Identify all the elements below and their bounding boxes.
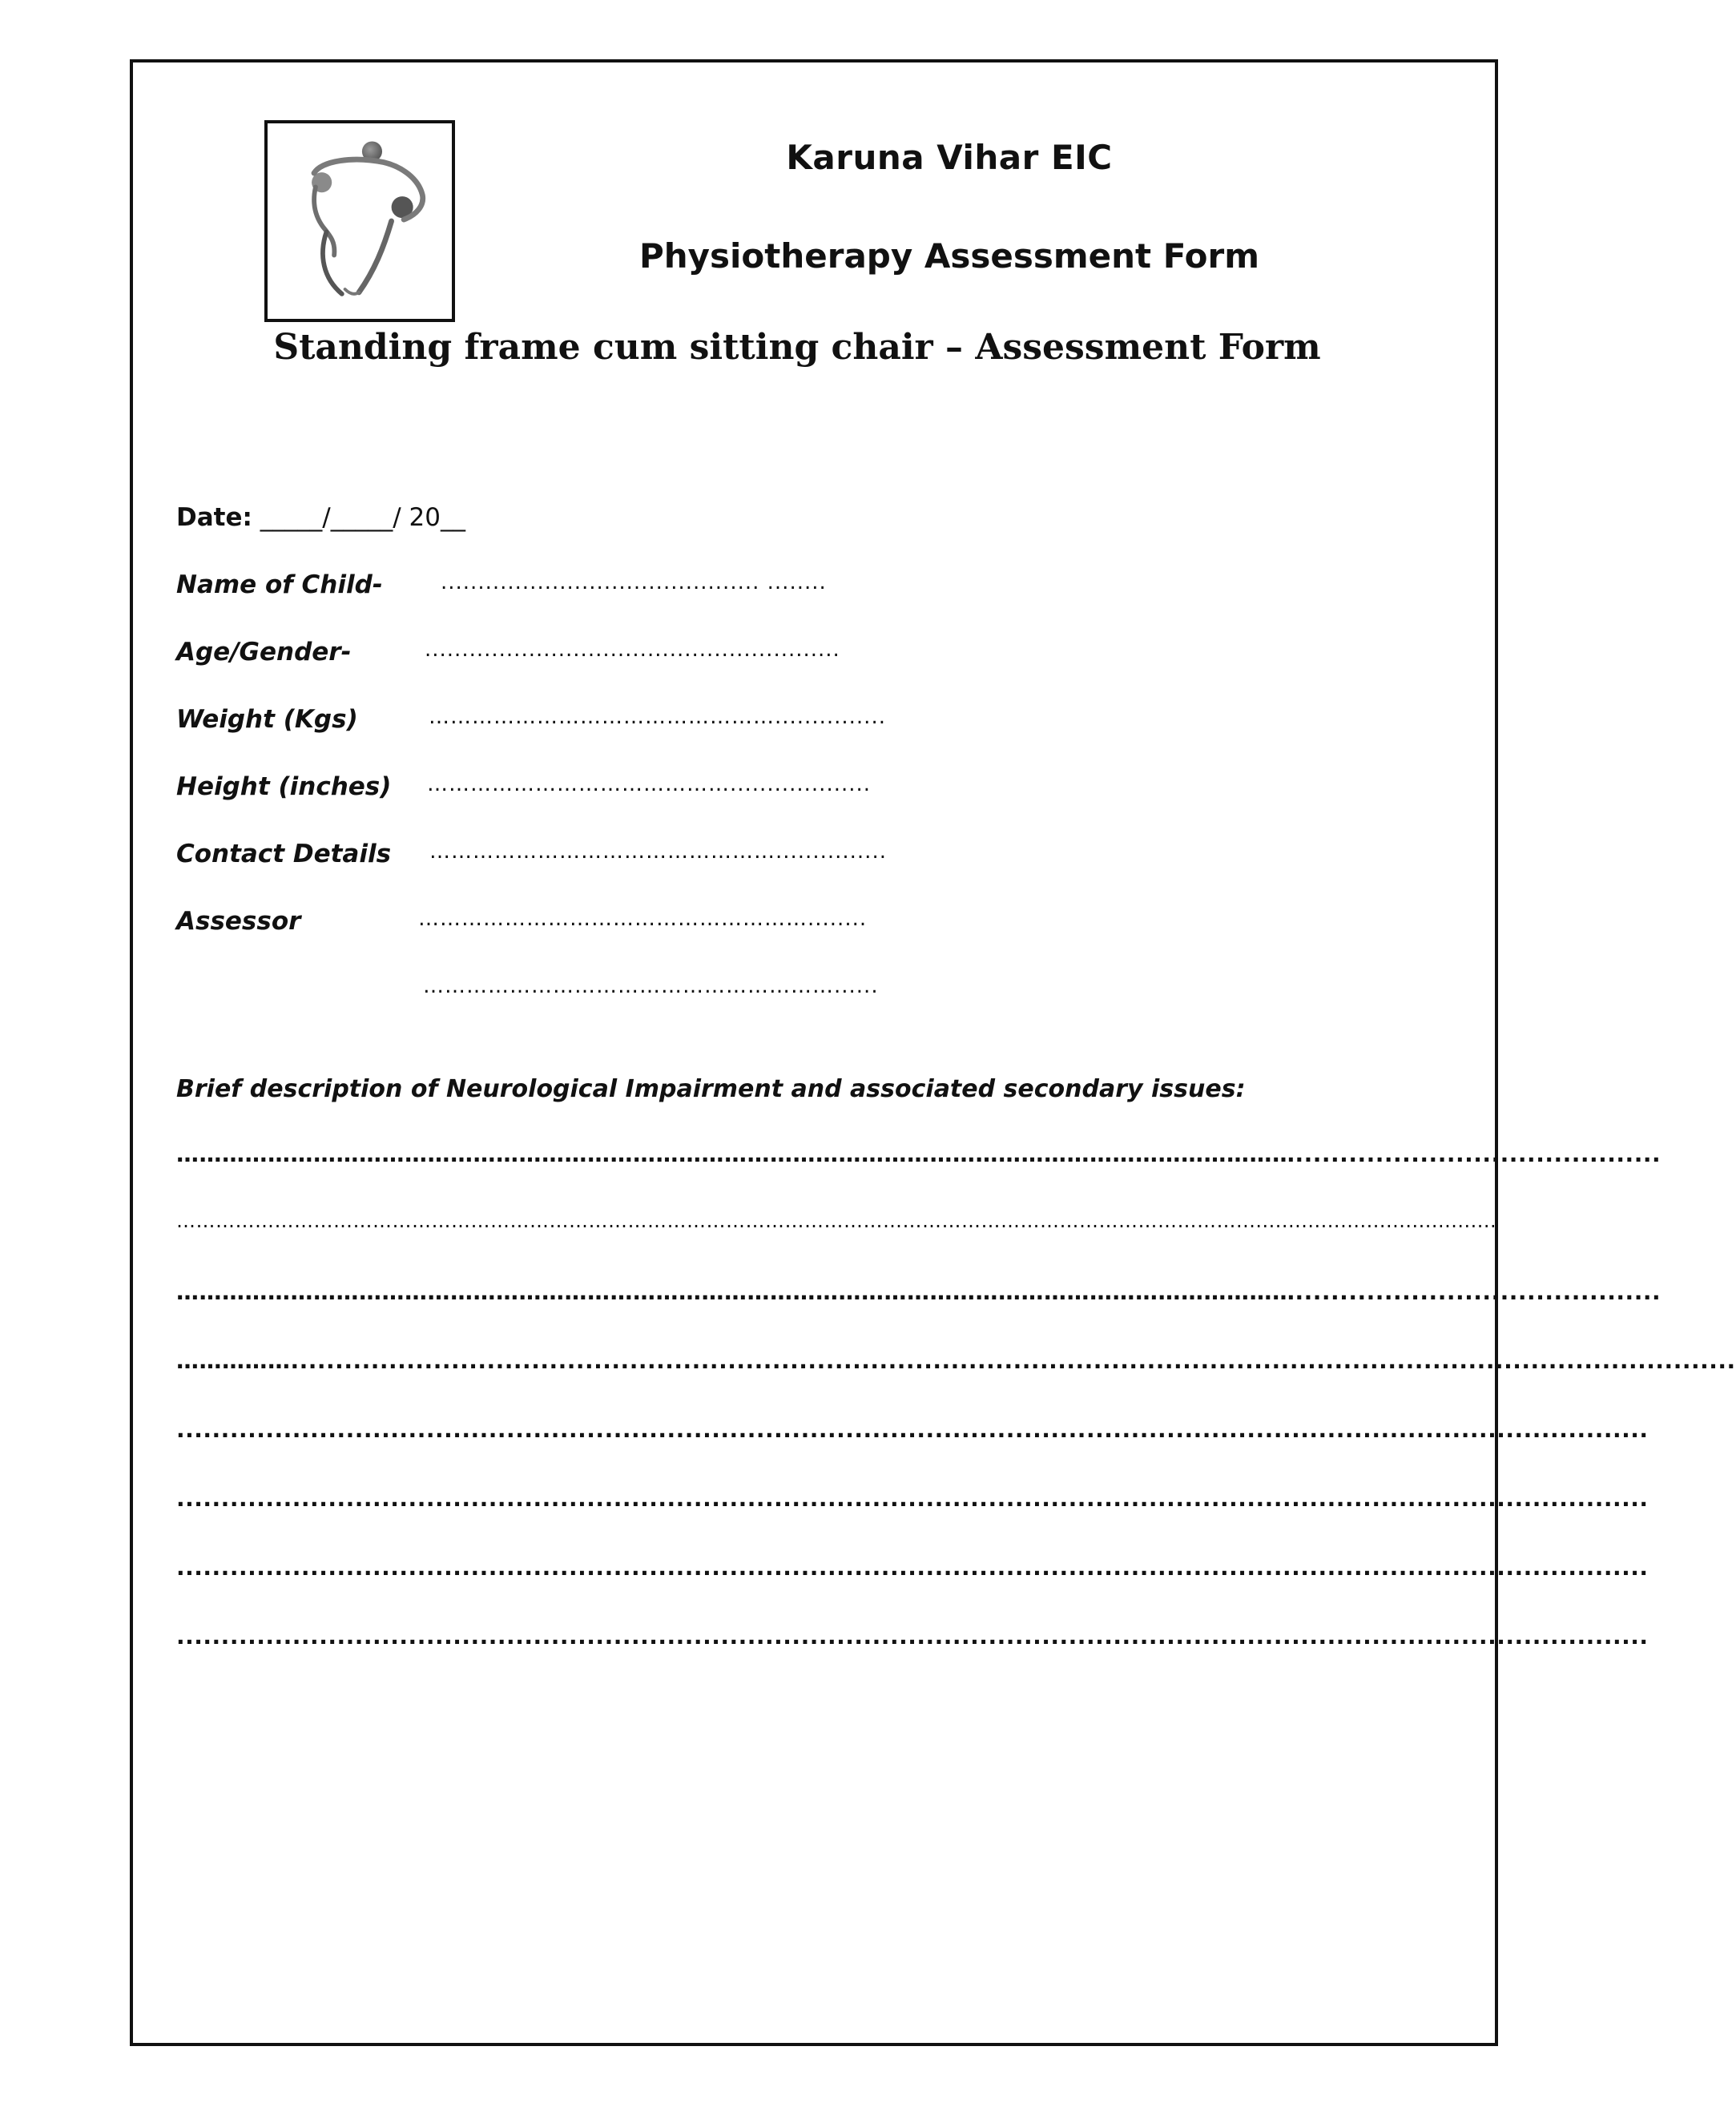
description-line: ..................................................................................................................................................................... [176,1485,1649,1512]
field-blank: …………………………………………............... [429,840,887,864]
field-weight [176,705,1298,740]
description-line: ………………………………………………………………………………………………………………………………………………........................................ [176,1210,1497,1232]
form-title: Physiotherapy Assessment Form [638,236,1260,276]
field-blank: …………………………………………………...... [423,974,879,998]
field-blank: …………………………………………............... [429,705,886,729]
description-line: ..................................................................................................................................................................... [176,1623,1649,1650]
form-subtitle: Standing frame cum sitting chair – Assessment Form [273,327,1321,368]
field-blank: ........................................................ [425,638,840,662]
field-label: Name of Child- [176,570,383,599]
logo-figures-icon [268,123,452,319]
field-name-of-child [176,570,1298,606]
field-label: Assessor [176,907,301,936]
organization-logo [264,120,455,322]
field-contact-details [176,840,1298,875]
field-label: Contact Details [176,840,392,868]
date-field [176,503,465,532]
description-heading: Brief description of Neurological Impairment and associated secondary issues: [176,1075,1246,1103]
field-blank: ………………………………………………........ [418,907,868,931]
field-assessor [176,907,1298,942]
field-blank: ……………………………………................... [427,772,872,796]
description-line: ..................................................................................................................................................................... [176,1416,1649,1443]
field-label: Height (inches) [176,772,392,801]
date-blank: _____/_____/ 20__ [252,503,465,532]
field-assessor-continued [176,974,1298,1009]
description-line: …………….................................................................................................................................................................. [176,1348,1736,1374]
description-line: …………………………………………………………………………………………………………………………………......................................... [176,1141,1661,1167]
field-age-gender [176,638,1298,673]
field-label: Age/Gender- [176,638,352,667]
description-line: ..................................................................................................................................................................... [176,1554,1649,1581]
field-height [176,772,1298,808]
description-line: …………………………………………………………………………………………………………………………………......................................... [176,1279,1661,1305]
field-blank: ........................................... ........ [441,570,827,594]
field-label: Weight (Kgs) [176,705,358,734]
date-label: Date: [176,503,252,532]
organization-name: Karuna Vihar EIC [786,138,1113,177]
